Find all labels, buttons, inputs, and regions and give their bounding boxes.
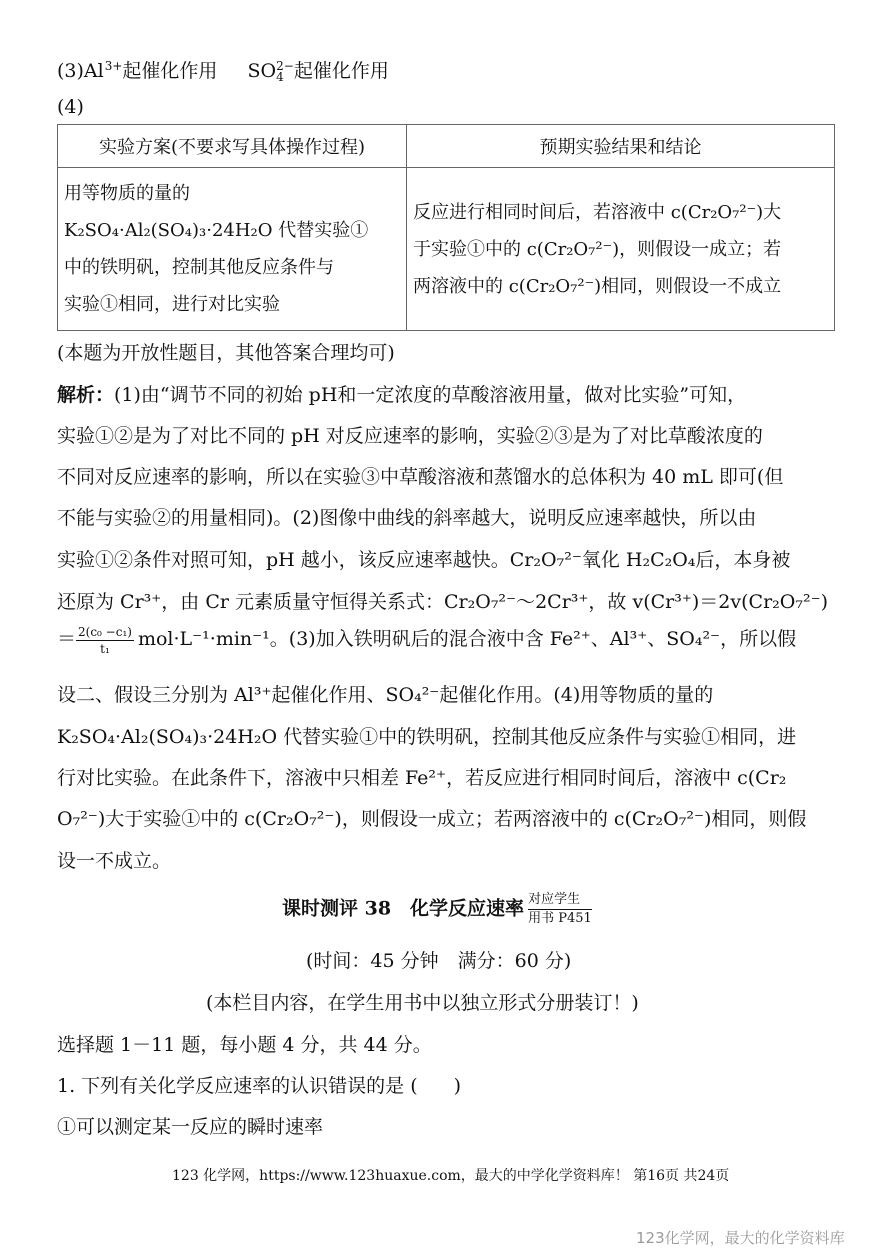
plan-line: 中的铁明矾，控制其他反应条件与 (64, 257, 334, 278)
section-title-text: 课时测评 38 化学反应速率 (282, 897, 525, 920)
analysis-line-6: 还原为 Cr³⁺，由 Cr 元素质量守恒得关系式：Cr₂O₇²⁻～2Cr³⁺，故 v(Cr³⁺)＝2v(Cr₂O₇²⁻) (57, 591, 829, 613)
question-1-item-1: ①可以测定某一反应的瞬时速率 (57, 1116, 324, 1138)
result-line: 于实验①中的 c(Cr₂O₇²⁻)，则假设一成立；若 (413, 238, 782, 260)
result-line: 反应进行相同时间后，若溶液中 c(Cr₂O₇²⁻)大 (413, 201, 782, 223)
analysis-label: 解析： (57, 384, 115, 406)
analysis-line-9: K₂SO₄·Al₂(SO₄)₃·24H₂O 代替实验①中的铁明矾，控制其他反应条件与实验①相同，进 (57, 726, 797, 748)
plan-line: K₂SO₄·Al₂(SO₄)₃·24H₂O 代替实验① (64, 220, 369, 241)
analysis-text: mol·L⁻¹·min⁻¹。(3)加入铁明矾后的混合液中含 Fe²⁺、Al³⁺、SO₄²⁻，所以假 (137, 628, 797, 650)
analysis-line-3: 不同对反应速率的影响，所以在实验③中草酸溶液和蒸馏水的总体积为 40 mL 即可(但 (57, 466, 784, 488)
experiment-table (57, 124, 835, 331)
question-1-close-paren: ) (453, 1075, 462, 1097)
section-title (282, 892, 592, 927)
student-book-ref (528, 892, 592, 927)
table-header-plan: 实验方案(不要求写具体操作过程) (58, 125, 407, 168)
table-header-row (58, 125, 835, 168)
fraction-numerator: 2(c₀ −c₁) (78, 624, 132, 639)
part3-prefix: (3)Al (57, 60, 104, 82)
so4-catalysis-text: 起催化作用 (293, 60, 389, 82)
analysis-line-1 (57, 380, 746, 407)
table-cell-plan (58, 168, 407, 331)
table-row (58, 168, 835, 331)
plan-line: 实验①相同，进行对比实验 (64, 294, 280, 315)
analysis-line-8: 设二、假设三分别为 Al³⁺起催化作用、SO₄²⁻起催化作用。(4)用等物质的量的 (57, 684, 714, 706)
analysis-line-7: ＝ $\frac{\text{2(c₀ −c₁)}}{\text{t₁}}$ mol·L⁻¹·min⁻¹。(3)加入铁明矾后的混合液中含 Fe²⁺、Al³⁺、SO₄²⁻，所以假 (57, 624, 797, 656)
al-catalysis-text: 起催化作用 (122, 60, 218, 82)
binding-note: (本栏目内容，在学生用书中以独立形式分册装订！) (206, 992, 639, 1014)
page-footer: 123 化学网，https://www.123huaxue.com，最大的中学化学资料库！ 第16页 共24页 (172, 1168, 730, 1184)
result-line: 两溶液中的 c(Cr₂O₇²⁻)相同，则假设一不成立 (413, 275, 782, 297)
al-charge: 3+ (104, 59, 123, 73)
answer-part-3 (57, 56, 389, 83)
open-question-note: (本题为开放性题目，其他答案合理均可) (57, 342, 395, 364)
analysis-line-10: 行对比实验。在此条件下，溶液中只相差 Fe²⁺，若反应进行相同时间后，溶液中 c(Cr₂ (57, 767, 787, 789)
table-cell-result (407, 168, 835, 331)
so4-subscript: 4 (276, 70, 284, 84)
answer-part-4-label: (4) (57, 96, 84, 118)
question-1 (57, 1071, 461, 1098)
watermark: 123化学网，最大的化学资料库 (636, 1229, 845, 1247)
analysis-line-12: 设一不成立。 (57, 850, 172, 872)
ref-top: 对应学生 (528, 892, 592, 910)
analysis-line-5: 实验①②条件对照可知，pH 越小，该反应速率越快。Cr₂O₇²⁻氧化 H₂C₂O₄后，本身被 (57, 549, 791, 571)
time-and-score: (时间：45 分钟 满分：60 分) (306, 950, 572, 972)
table-header-result: 预期实验结果和结论 (407, 125, 835, 168)
so4-charge: 2− (276, 59, 294, 73)
choice-intro: 选择题 1－11 题，每小题 4 分，共 44 分。 (57, 1034, 432, 1056)
analysis-line-2: 实验①②是为了对比不同的 pH 对反应速率的影响，实验②③是为了对比草酸浓度的 (57, 425, 763, 447)
analysis-line-4: 不能与实验②的用量相同)。(2)图像中曲线的斜率越大，说明反应速率越快，所以由 (57, 507, 757, 529)
question-1-text: 1. 下列有关化学反应速率的认识错误的是 ( (57, 1075, 418, 1097)
rate-fraction (76, 625, 134, 656)
plan-line: 用等物质的量的 (64, 183, 190, 204)
analysis-line-11: O₇²⁻)大于实验①中的 c(Cr₂O₇²⁻)，则假设一成立；若两溶液中的 c(Cr₂O₇²⁻)相同，则假 (57, 808, 807, 830)
analysis-text: (1)由“调节不同的初始 pH和一定浓度的草酸溶液用量，做对比实验”可知， (114, 384, 747, 406)
ref-bottom: 用书 P451 (528, 911, 592, 926)
so4-formula: SO (247, 60, 277, 82)
fraction-denominator: t₁ (100, 641, 110, 656)
